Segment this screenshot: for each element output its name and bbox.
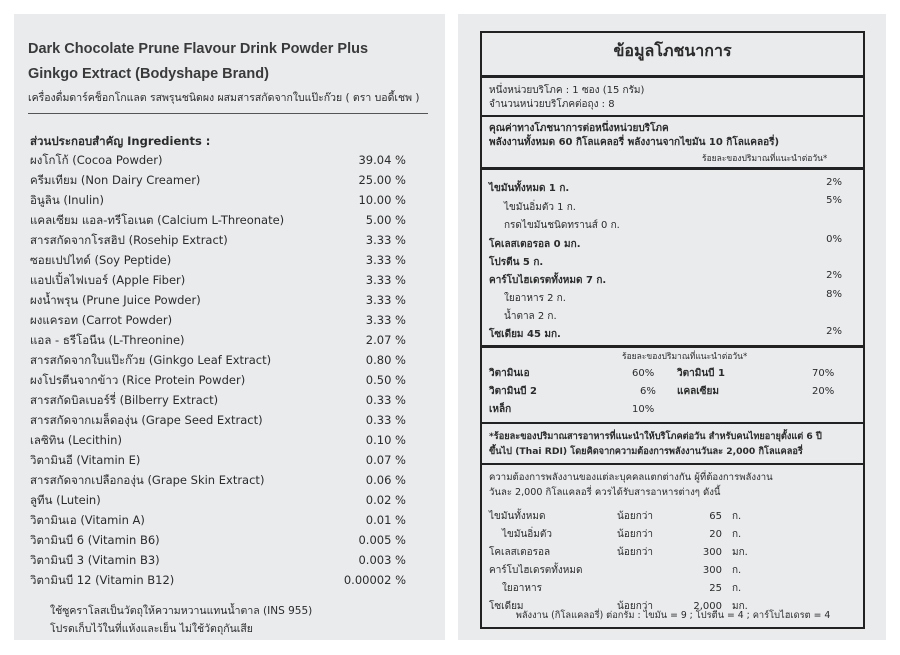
- product-title-line-1: Dark Chocolate Prune Flavour Drink Powder Plus: [28, 41, 369, 57]
- nutrient-percent: 2%: [826, 326, 842, 337]
- vitamin-percent: 6%: [640, 386, 656, 397]
- daily-amount: 25: [709, 583, 722, 594]
- daily-unit: ก.: [732, 529, 742, 540]
- daily-name: ไขมันอิ่มตัว: [502, 529, 552, 540]
- ingredient-name: วิตามินบี 3 (Vitamin B3): [30, 553, 160, 567]
- ingredient-name: ผงโปรตีนจากข้าว (Rice Protein Powder): [30, 373, 246, 387]
- daily-amount: 65: [709, 511, 722, 522]
- nutrient-percent: 5%: [826, 195, 842, 206]
- nutrient-label: ใยอาหาร 2 ก.: [504, 293, 566, 304]
- daily-unit: ก.: [732, 583, 742, 594]
- daily-name: โคเลสเตอรอล: [489, 547, 551, 558]
- product-title-line-2: Ginkgo Extract (Bodyshape Brand): [28, 66, 269, 82]
- daily-unit: ก.: [732, 565, 742, 576]
- ingredient-percent: 0.003 %: [358, 553, 406, 567]
- daily-unit: ก.: [732, 511, 742, 522]
- nutrient-percent: 0%: [826, 234, 842, 245]
- ingredient-percent: 2.07 %: [365, 333, 406, 347]
- ingredient-name: สารสกัดจากใบแป๊ะก๊วย (Ginkgo Leaf Extract): [30, 353, 272, 367]
- ingredient-percent: 0.005 %: [358, 533, 406, 547]
- divider: [28, 113, 428, 114]
- rdi-note-line-2: ขึ้นไป (Thai RDI) โดยคิดจากความต้องการพลังงานวันละ 2,000 กิโลแคลอรี่: [489, 446, 803, 457]
- ingredient-name: เลซิทิน (Lecithin): [30, 433, 122, 447]
- daily-qualifier: น้อยกว่า: [617, 601, 653, 612]
- nutritive-header: คุณค่าทางโภชนาการต่อหนึ่งหน่วยบริโภค: [489, 123, 669, 134]
- rdi-note-line-1: *ร้อยละของปริมาณสารอาหารที่แนะนำให้บริโภคต่อวัน สำหรับคนไทยอายุตั้งแต่ 6 ปี: [489, 431, 822, 442]
- energy-line: พลังงานทั้งหมด 60 กิโลแคลอรี่ พลังงานจากไขมัน 10 กิโลแคลอรี่): [489, 137, 780, 148]
- vitamin-name: วิตามินเอ: [489, 368, 530, 379]
- energy-per-gram-footer: พลังงาน (กิโลแคลอรี่) ต่อกรัม : ไขมัน = 9 ; โปรตีน = 4 ; คาร์โบไฮเดรต = 4: [515, 610, 831, 621]
- divider: [482, 463, 863, 465]
- daily-qualifier: น้อยกว่า: [617, 529, 653, 540]
- nutrient-label: ไขมันทั้งหมด 1 ก.: [489, 183, 570, 194]
- nutrient-label: โปรตีน 5 ก.: [489, 257, 544, 268]
- ingredient-name: สารสกัดจากเปลือกองุ่น (Grape Skin Extract): [30, 473, 265, 487]
- daily-name: ใยอาหาร: [502, 583, 542, 594]
- ingredient-name: อินูลิน (Inulin): [30, 193, 104, 207]
- divider: [482, 75, 863, 78]
- vitamin-name: แคลเซียม: [677, 386, 719, 397]
- ingredient-percent: 5.00 %: [365, 213, 406, 227]
- ingredient-percent: 3.33 %: [365, 313, 406, 327]
- daily-amount: 2,000: [693, 601, 722, 612]
- daily-name: ไขมันทั้งหมด: [489, 511, 546, 522]
- storage-note: โปรดเก็บไว้ในที่แห้งและเย็น ไม่ใช้วัตถุกันเสีย: [50, 623, 253, 635]
- nutrient-percent: 8%: [826, 289, 842, 300]
- ingredient-name: แคลเซียม แอล-ทรีโอเนต (Calcium L-Threonate): [30, 213, 285, 227]
- nutrient-label: คาร์โบไฮเดรตทั้งหมด 7 ก.: [489, 275, 607, 286]
- energy-note-line-1: ความต้องการพลังงานของแต่ละบุคคลแตกต่างกัน ผู้ที่ต้องการพลังงาน: [489, 472, 773, 483]
- product-subtitle-thai: เครื่องดื่มดาร์คช็อกโกแลต รสพรุนชนิดผง ผสมสารสกัดจากใบแป๊ะก๊วย ( ตรา บอดี้เชพ ): [28, 92, 420, 104]
- nutrition-title: ข้อมูลโภชนาการ: [613, 41, 732, 60]
- ingredient-percent: 0.33 %: [365, 413, 406, 427]
- nutrient-percent: 2%: [826, 177, 842, 188]
- ingredient-percent: 3.33 %: [365, 273, 406, 287]
- ingredient-percent: 39.04 %: [358, 153, 406, 167]
- vitamin-percent: 60%: [632, 368, 655, 379]
- ingredients-header: ส่วนประกอบสำคัญ Ingredients :: [30, 134, 211, 148]
- ingredient-percent: 25.00 %: [358, 173, 406, 187]
- ingredient-name: ผงโกโก้ (Cocoa Powder): [30, 153, 163, 167]
- nutrient-label: โซเดียม 45 มก.: [489, 329, 561, 340]
- ingredient-name: วิตามินบี 6 (Vitamin B6): [30, 533, 160, 547]
- vitamin-name: วิตามินบี 1: [677, 368, 725, 379]
- sweetener-note: ใช้ซูคราโลสเป็นวัตถุให้ความหวานแทนน้ำตาล (INS 955): [50, 605, 313, 617]
- divider: [482, 167, 863, 170]
- daily-unit: มก.: [732, 601, 748, 612]
- ingredient-percent: 0.06 %: [365, 473, 406, 487]
- serving-size: หนึ่งหน่วยบริโภค : 1 ซอง (15 กรัม): [489, 85, 645, 96]
- nutrient-label: ไขมันอิ่มตัว 1 ก.: [504, 202, 576, 213]
- ingredient-name: สารสกัดจากเมล็ดองุ่น (Grape Seed Extract): [30, 413, 263, 427]
- ingredient-percent: 0.50 %: [365, 373, 406, 387]
- ingredient-name: สารสกัดจากโรสฮิป (Rosehip Extract): [30, 233, 228, 247]
- ingredient-percent: 0.07 %: [365, 453, 406, 467]
- ingredient-percent: 0.80 %: [365, 353, 406, 367]
- nutrient-label: กรดไขมันชนิดทรานส์ 0 ก.: [504, 220, 620, 231]
- daily-name: คาร์โบไฮเดรตทั้งหมด: [489, 565, 583, 576]
- divider: [482, 345, 863, 348]
- ingredient-name: ซอยเปปไทด์ (Soy Peptide): [30, 253, 172, 267]
- ingredient-percent: 0.10 %: [365, 433, 406, 447]
- rdi-header: ร้อยละของปริมาณที่แนะนำต่อวัน*: [702, 154, 828, 164]
- daily-qualifier: น้อยกว่า: [617, 547, 653, 558]
- daily-name: โซเดียม: [489, 601, 524, 612]
- nutrient-label: น้ำตาล 2 ก.: [504, 311, 557, 322]
- ingredient-percent: 0.00002 %: [343, 573, 406, 587]
- ingredient-name: ลูทีน (Lutein): [30, 493, 101, 507]
- nutrient-percent: 2%: [826, 270, 842, 281]
- ingredients-panel: [14, 14, 445, 640]
- daily-amount: 300: [702, 565, 722, 576]
- ingredient-name: ครีมเทียม (Non Dairy Creamer): [30, 173, 201, 187]
- ingredient-name: วิตามินเอ (Vitamin A): [30, 513, 145, 527]
- daily-qualifier: น้อยกว่า: [617, 511, 653, 522]
- vitamin-percent: 20%: [812, 386, 835, 397]
- divider: [482, 422, 863, 424]
- daily-amount: 20: [709, 529, 722, 540]
- rdi-header-2: ร้อยละของปริมาณที่แนะนำต่อวัน*: [622, 352, 748, 362]
- ingredient-percent: 3.33 %: [365, 293, 406, 307]
- vitamin-percent: 70%: [812, 368, 835, 379]
- ingredient-percent: 3.33 %: [365, 253, 406, 267]
- ingredient-name: สารสกัดบิลเบอร์รี่ (Bilberry Extract): [30, 393, 219, 407]
- ingredient-name: ผงน้ำพรุน (Prune Juice Powder): [30, 293, 201, 307]
- daily-unit: มก.: [732, 547, 748, 558]
- ingredient-percent: 3.33 %: [365, 233, 406, 247]
- ingredient-name: แอปเปิ้ลไฟเบอร์ (Apple Fiber): [30, 273, 186, 287]
- nutrient-label: โคเลสเตอรอล 0 มก.: [489, 239, 581, 250]
- ingredient-name: แอล - ธรีโอนีน (L-Threonine): [30, 333, 185, 347]
- divider: [482, 115, 863, 117]
- ingredient-percent: 0.33 %: [365, 393, 406, 407]
- ingredient-name: วิตามินอี (Vitamin E): [30, 453, 141, 467]
- vitamin-name: เหล็ก: [489, 404, 512, 415]
- nutrition-facts-box: [480, 31, 865, 629]
- ingredient-name: ผงแครอท (Carrot Powder): [30, 313, 173, 327]
- ingredient-percent: 0.01 %: [365, 513, 406, 527]
- nutrition-panel: [458, 14, 886, 640]
- ingredient-percent: 0.02 %: [365, 493, 406, 507]
- servings-per-pack: จำนวนหน่วยบริโภคต่อถุง : 8: [489, 99, 615, 110]
- energy-note-line-2: วันละ 2,000 กิโลแคลอรี่ ควรได้รับสารอาหารต่างๆ ดังนี้: [489, 487, 721, 498]
- ingredient-name: วิตามินบี 12 (Vitamin B12): [30, 573, 175, 587]
- vitamin-name: วิตามินบี 2: [489, 386, 537, 397]
- ingredient-percent: 10.00 %: [358, 193, 406, 207]
- daily-amount: 300: [702, 547, 722, 558]
- vitamin-percent: 10%: [632, 404, 655, 415]
